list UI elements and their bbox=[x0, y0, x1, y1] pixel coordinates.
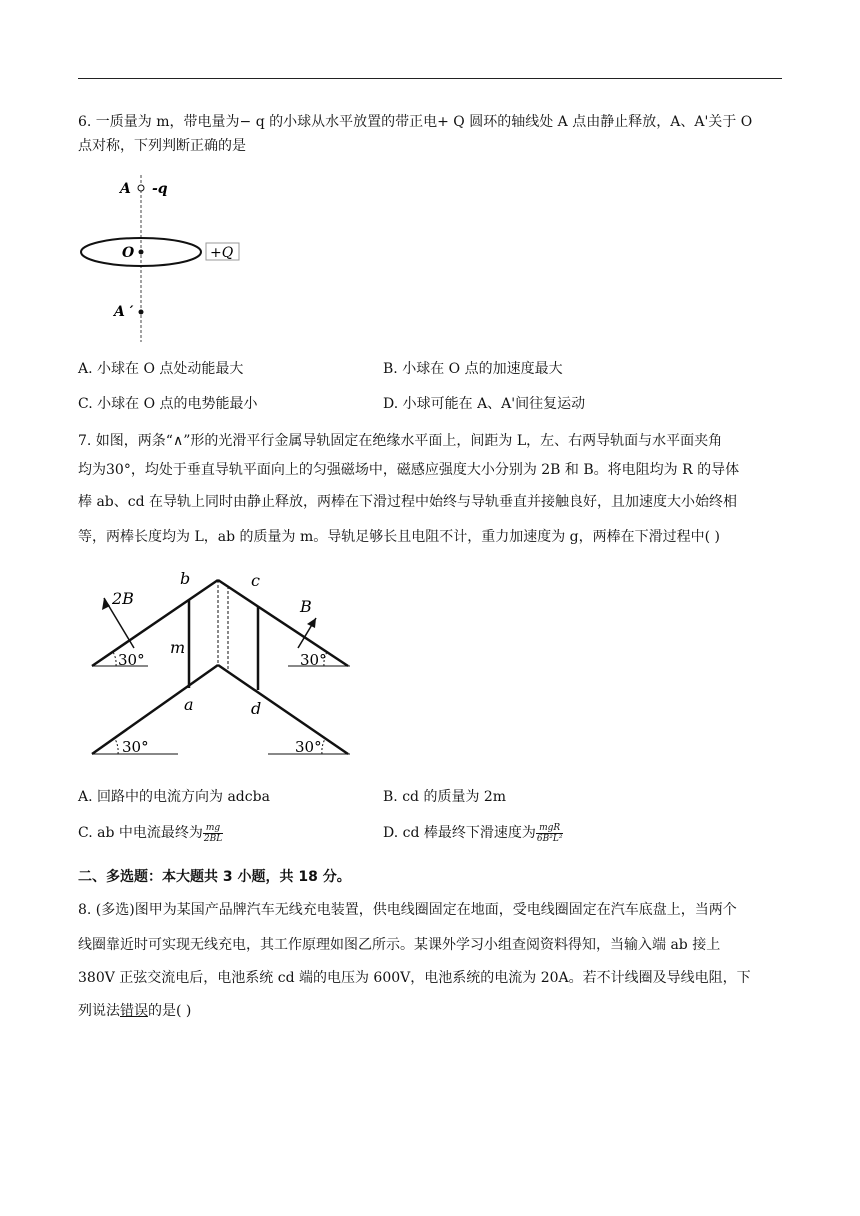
svg-text:d: d bbox=[251, 699, 262, 718]
underlined-word-wrong: 错误 bbox=[120, 1003, 148, 1019]
q8-line3: 380V 正弦交流电后，电池系统 cd 端的电压为 600V，电池系统的电流为 20A。若不计线圈及导线电阻，下 bbox=[78, 970, 751, 986]
svg-text:B: B bbox=[300, 597, 312, 616]
q7-line1: 7. 如图，两条“∧”形的光滑平行金属导轨固定在绝缘水平面上，间距为 L，左、右两导轨面与水平面夹角 bbox=[78, 433, 723, 449]
q8-line4: 列说法错误的是( ) bbox=[78, 1003, 192, 1019]
svg-text:30°: 30° bbox=[295, 738, 322, 756]
svg-text:b: b bbox=[180, 569, 191, 588]
svg-text:30°: 30° bbox=[122, 738, 149, 756]
svg-text:a: a bbox=[184, 695, 194, 714]
q6-ring-figure bbox=[78, 170, 258, 345]
point-A-prime bbox=[139, 310, 144, 315]
q6-stem-line1: 6. 一质量为 m，带电量为− q 的小球从水平放置的带正电+ Q 圆环的轴线处 A 点由静止释放，A、A'关于 O bbox=[78, 114, 753, 130]
point-O bbox=[139, 250, 144, 255]
svg-text:30°: 30° bbox=[300, 651, 327, 669]
q7-option-d: D. cd 棒最终下滑速度为 $\frac{\text{mgR}}{\text{6B²L²}}$ bbox=[383, 822, 563, 844]
q8-line2: 线圈靠近时可实现无线充电，其工作原理如图乙所示。某课外学习小组查阅资料得知，当输入端 ab 接上 bbox=[78, 937, 721, 953]
label-A: A bbox=[120, 181, 131, 197]
q6-option-b: B. 小球在 O 点的加速度最大 bbox=[383, 361, 563, 377]
svg-text:c: c bbox=[251, 571, 260, 590]
fraction-mgR-over-6B2L2: $\frac{\text{mgR}}{\text{6B²L²}}$ bbox=[536, 822, 563, 844]
point-A bbox=[138, 185, 144, 191]
svg-text:30°: 30° bbox=[118, 651, 145, 669]
svg-text:m: m bbox=[170, 638, 186, 657]
q7-line2: 均为30°，均处于垂直导轨平面向上的匀强磁场中，磁感应强度大小分别为 2B 和 B。将电阻均为 R 的导体 bbox=[78, 462, 740, 478]
q6-stem-line2: 点对称，下列判断正确的是 bbox=[78, 138, 246, 154]
header-rule bbox=[78, 78, 782, 79]
label-neg-q: -q bbox=[152, 181, 168, 197]
q7-option-b: B. cd 的质量为 2m bbox=[383, 789, 507, 805]
label-pos-Q: +Q bbox=[210, 245, 234, 261]
q7-line4: 等，两棒长度均为 L，ab 的质量为 m。导轨足够长且电阻不计，重力加速度为 g，两棒在下滑过程中( ) bbox=[78, 529, 721, 545]
svg-text:2B: 2B bbox=[112, 589, 134, 608]
q7-option-c: C. ab 中电流最终为 $\frac{mg}{2BL}$ bbox=[78, 822, 223, 844]
q6-option-d: D. 小球可能在 A、A'间往复运动 bbox=[383, 396, 586, 412]
q6-option-a: A. 小球在 O 点处动能最大 bbox=[78, 361, 244, 377]
q6-option-c: C. 小球在 O 点的电势能最小 bbox=[78, 396, 258, 412]
q7-option-a: A. 回路中的电流方向为 adcba bbox=[78, 789, 270, 805]
q8-line1: 8. (多选)图甲为某国产品牌汽车无线充电装置，供电线圈固定在地面，受电线圈固定在汽车底盘上，当两个 bbox=[78, 902, 737, 918]
label-O: O bbox=[122, 245, 135, 261]
fraction-mg-over-2BL: $\frac{mg}{2BL}$ bbox=[203, 822, 223, 844]
q7-rail-figure bbox=[88, 568, 358, 768]
label-A-prime: A ′ bbox=[114, 304, 134, 320]
section-heading-multiple-choice: 二、多选题：本大题共 3 小题，共 18 分。 bbox=[78, 869, 351, 885]
q7-line3: 棒 ab、cd 在导轨上同时由静止释放，两棒在下滑过程中始终与导轨垂直并接触良好，且加速度大小始终相 bbox=[78, 494, 738, 510]
